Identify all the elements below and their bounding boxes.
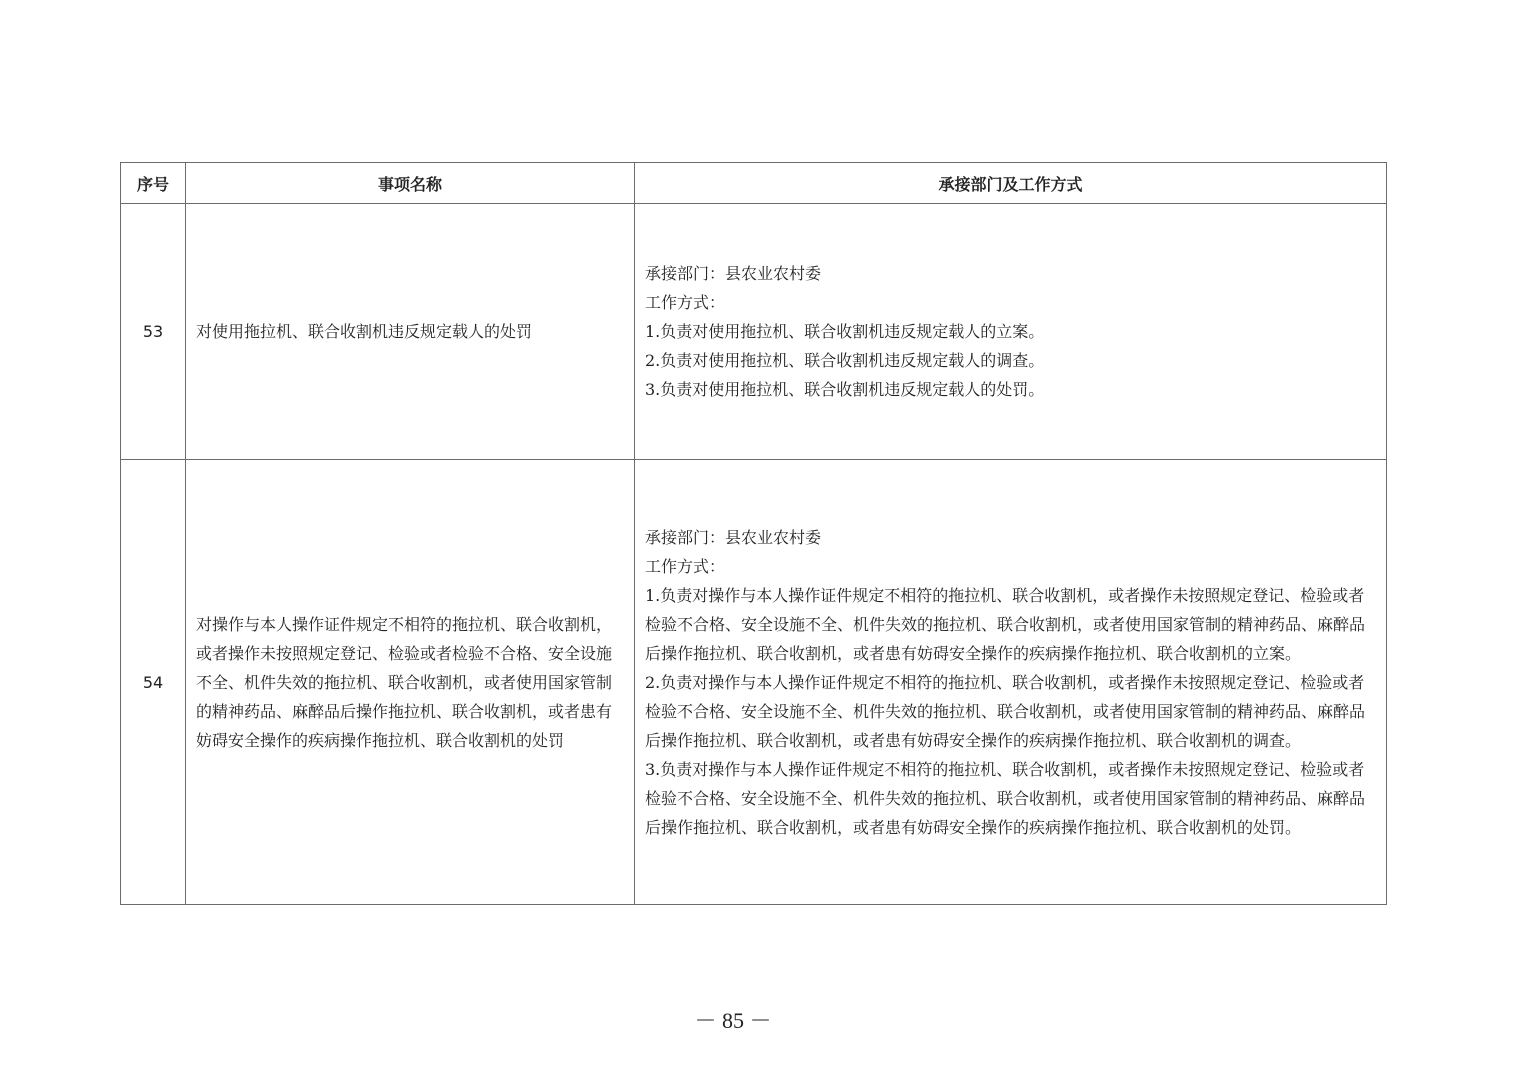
header-department-method: 承接部门及工作方式 <box>635 163 1387 204</box>
table-row <box>121 460 1387 905</box>
row-item-name: 对操作与本人操作证件规定不相符的拖拉机、联合收割机，或者操作未按照规定登记、检验或者检验不合格、安全设施不全、机件失效的拖拉机、联合收割机，或者使用国家管制的精神药品、麻醉品后操作拖拉机、联合收割机，或者患有妨碍安全操作的疾病操作拖拉机、联合收割机的处罚 <box>186 460 635 905</box>
department-line: 承接部门：县农业农村委 <box>645 527 822 547</box>
header-item-name: 事项名称 <box>186 163 635 204</box>
method-item: 3.负责对操作与本人操作证件规定不相符的拖拉机、联合收割机，或者操作未按照规定登记、检验或者检验不合格、安全设施不全、机件失效的拖拉机、联合收割机，或者使用国家管制的精神药品、麻醉品后操作拖拉机、联合收割机，或者患有妨碍安全操作的疾病操作拖拉机、联合收割机的处罚。 <box>645 759 1366 837</box>
method-item: 2.负责对使用拖拉机、联合收割机违反规定载人的调查。 <box>645 351 1045 370</box>
method-item: 3.负责对使用拖拉机、联合收割机违反规定载人的处罚。 <box>645 380 1045 399</box>
department-line: 承接部门：县农业农村委 <box>645 264 822 283</box>
table-row <box>121 204 1387 460</box>
row-serial-number: 54 <box>121 460 186 905</box>
page-number: － 85 － <box>694 1008 772 1033</box>
method-item: 2.负责对操作与本人操作证件规定不相符的拖拉机、联合收割机，或者操作未按照规定登记、检验或者检验不合格、安全设施不全、机件失效的拖拉机、联合收割机，或者使用国家管制的精神药品、麻醉品后操作拖拉机、联合收割机，或者患有妨碍安全操作的疾病操作拖拉机、联合收割机的调查。 <box>645 672 1366 750</box>
method-item: 1.负责对使用拖拉机、联合收割机违反规定载人的立案。 <box>645 322 1045 341</box>
row-department-method <box>635 460 1387 905</box>
row-serial-number: 53 <box>121 204 186 460</box>
table-header-row <box>121 163 1387 204</box>
method-label: 工作方式： <box>645 556 726 576</box>
row-department-method <box>635 204 1387 460</box>
method-label: 工作方式： <box>645 293 726 312</box>
header-serial-number: 序号 <box>121 163 186 204</box>
method-item: 1.负责对操作与本人操作证件规定不相符的拖拉机、联合收割机，或者操作未按照规定登记、检验或者检验不合格、安全设施不全、机件失效的拖拉机、联合收割机，或者使用国家管制的精神药品、麻醉品后操作拖拉机、联合收割机，或者患有妨碍安全操作的疾病操作拖拉机、联合收割机的立案。 <box>645 585 1366 663</box>
row-item-name: 对使用拖拉机、联合收割机违反规定载人的处罚 <box>186 204 635 460</box>
matters-table <box>120 162 1387 905</box>
